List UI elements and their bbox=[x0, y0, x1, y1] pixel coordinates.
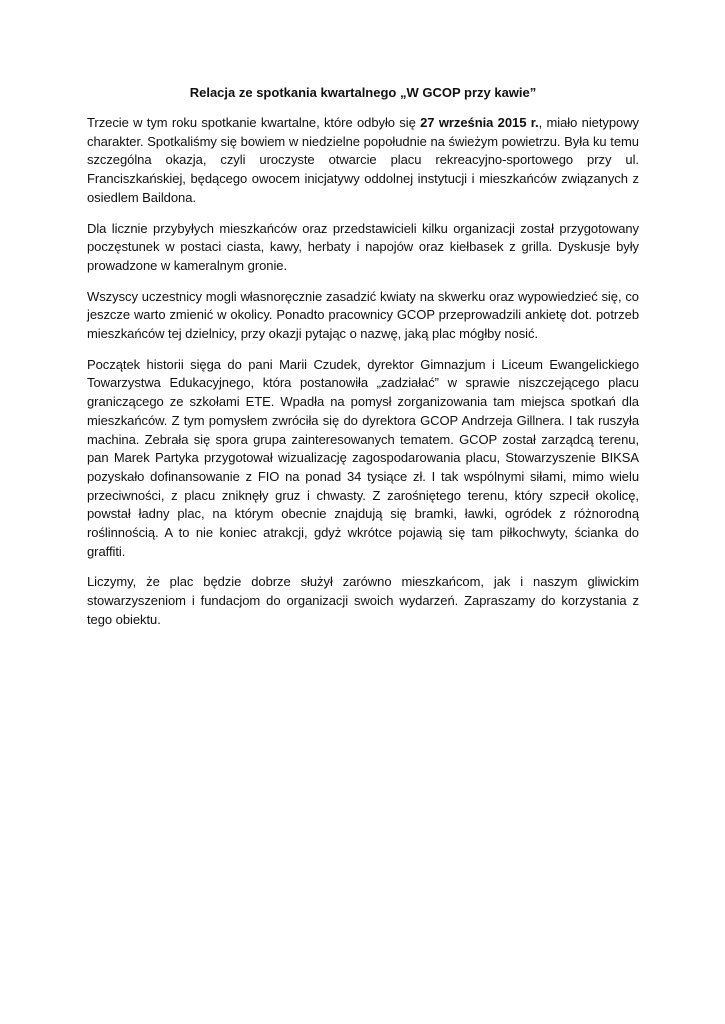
paragraph-1-text-start: Trzecie w tym roku spotkanie kwartalne, które odbyło się bbox=[87, 115, 421, 130]
paragraph-5: Liczymy, że plac będzie dobrze służył zarówno mieszkańcom, jak i naszym gliwickim stowarzyszeniom i fundacjom do organizacji swoich wydarzeń. Zapraszamy do korzystania z tego obiektu. bbox=[87, 574, 639, 627]
meeting-date: 27 września 2015 r. bbox=[420, 115, 539, 130]
document-title: Relacja ze spotkania kwartalnego „W GCOP przy kawie” bbox=[189, 85, 537, 100]
document-page bbox=[87, 84, 639, 642]
paragraph-2: Dla licznie przybyłych mieszkańców oraz przedstawicieli kilku organizacji został przygotowany poczęstunek w postaci ciasta, kawy, herbaty i napojów oraz kiełbasek z grilla. Dyskusje były prowadzone w kameralnym gronie. bbox=[87, 220, 639, 273]
paragraph-3: Wszyscy uczestnicy mogli własnoręcznie zasadzić kwiaty na skwerku oraz wypowiedzieć się, co jeszcze warto zmienić w okolicy. Ponadto pracownicy GCOP przeprowadzili ankietę dot. potrzeb mieszkańców tej dzielnicy, przy okazji pytając o nazwę, jaką plac mógłby nosić. bbox=[87, 288, 639, 342]
paragraph-1 bbox=[87, 114, 639, 208]
paragraph-1-text-end: , miało nietypowy charakter. Spotkaliśmy się bowiem w niedzielne popołudnie na świeżym powietrzu. Była ku temu szczególna okazja, czyli uroczyste otwarcie placu rekreacyjno-sportowego przy ul. Franciszkańskiej, będącego owocem inicjatywy oddolnej instytucji i mieszkańców związanych z osiedlem Baildona. bbox=[87, 115, 640, 205]
paragraph-4: Początek historii sięga do pani Marii Czudek, dyrektor Gimnazjum i Liceum Ewangelickiego Towarzystwa Edukacyjnego, która postanowiła „zadziałać” w sprawie niszczejącego placu graniczącego ze szkołami ETE. Wpadła na pomysł zorganizowania tam miejsca spotkań dla mieszkańców. Z tym pomysłem zwróciła się do dyrektora GCOP Andrzeja Gillnera. I tak ruszyła machina. Zebrała się spora grupa zainteresowanych tematem. GCOP został zarządcą terenu, pan Marek Partyka przygotował wizualizację zagospodarowania placu, Stowarzyszenie BIKSA pozyskało dofinansowanie z FIO na ponad 34 tysiące zł. I tak wspólnymi siłami, mimo wielu przeciwności, z placu zniknęły gruz i chwasty. Z zarośniętego terenu, który szpecił okolicę, powstał ładny plac, na którym obecnie znajdują się bramki, ławki, ogródek z różnorodną roślinnością. A to nie koniec atrakcji, gdyż wkrótce pojawią się tam piłkochwyty, ścianka do graffiti. bbox=[87, 356, 639, 559]
